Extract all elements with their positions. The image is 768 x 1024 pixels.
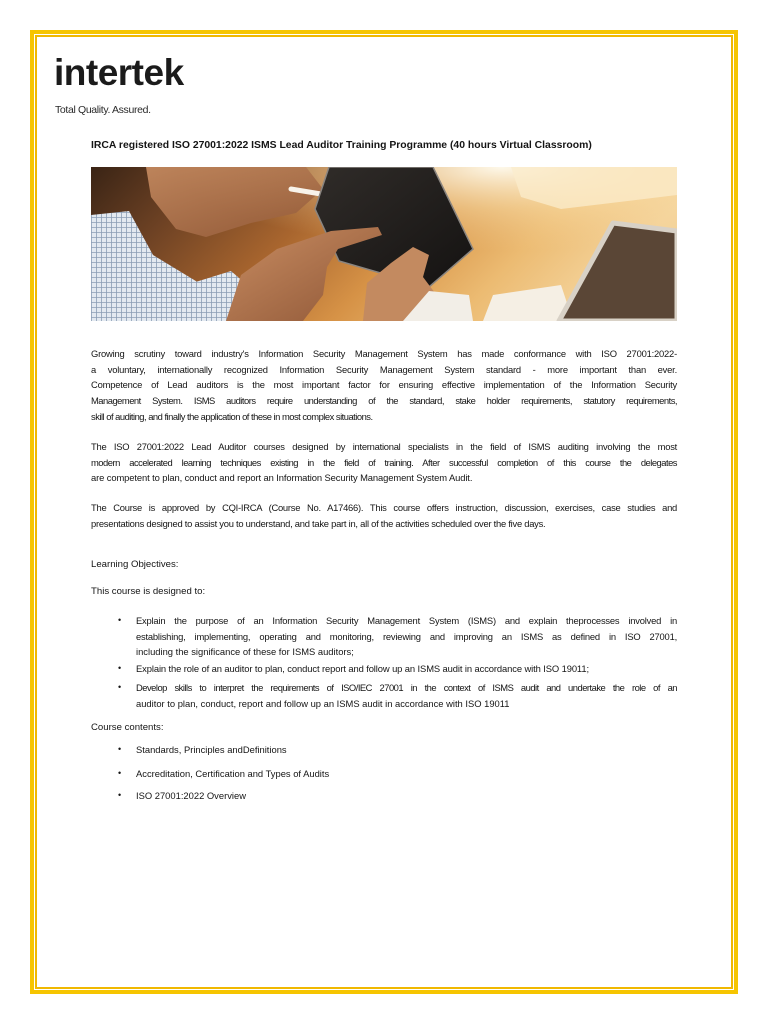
learning-objectives-heading: Learning Objectives: xyxy=(91,559,179,570)
paragraph-line: presentations designed to assist you to understand, and take part in, all of the activities scheduled over the five days. xyxy=(91,517,546,529)
bullet-marker: • xyxy=(118,744,122,754)
paragraph-line: Competence of Lead auditors is the most important factor for ensuring effective implementation of the Information Security xyxy=(91,379,677,391)
list-item-line: Accreditation, Certification and Types of Audits xyxy=(136,768,330,779)
list-item-line: Explain the purpose of an Information Security Management System (ISMS) and explain theprocesses involved in xyxy=(136,615,677,626)
brand-tagline: Total Quality. Assured. xyxy=(55,104,151,116)
objective-item xyxy=(118,680,677,711)
objective-item xyxy=(118,613,677,660)
course-designed-to-text: This course is designed to: xyxy=(91,586,206,597)
paragraph-line: a voluntary, internationally recognized Information Security Management System standard - more important than ever. xyxy=(91,363,677,375)
list-item-line: ISO 27001:2022 Overview xyxy=(136,790,246,801)
bullet-marker: • xyxy=(118,663,122,673)
course-content-item xyxy=(118,788,677,804)
course-content-item xyxy=(118,742,677,758)
list-item-line: including the significance of these for ISMS auditors; xyxy=(136,646,354,658)
paragraph-line: The ISO 27001:2022 Lead Auditor courses designed by international specialists in the field of ISMS auditing involving the most xyxy=(91,441,677,452)
bullet-marker: • xyxy=(118,768,122,778)
bullet-marker: • xyxy=(118,790,122,800)
bullet-marker: • xyxy=(118,682,122,692)
bullet-marker: • xyxy=(118,615,122,625)
paragraph-line: are competent to plan, conduct and report an Information Security Management System Audit. xyxy=(91,472,473,484)
intro-paragraph xyxy=(91,346,677,424)
intro-paragraph xyxy=(91,439,677,486)
list-item-line: Explain the role of an auditor to plan, conduct report and follow up an ISMS audit in accordance with ISO 19011; xyxy=(136,663,589,674)
course-contents-heading: Course contents: xyxy=(91,722,164,733)
document-title: IRCA registered ISO 27001:2022 ISMS Lead Auditor Training Programme (40 hours Virtual Classroom) xyxy=(91,140,592,151)
paragraph-line: The Course is approved by CQI-IRCA (Course No. A17466). This course offers instruction, discussion, exercises, case studies and xyxy=(91,502,677,513)
list-item-line: auditor to plan, conduct, report and follow up an ISMS audit in accordance with ISO 19011 xyxy=(136,697,510,709)
course-content-item xyxy=(118,766,677,782)
objective-item xyxy=(118,661,677,677)
paragraph-line: Management System. ISMS auditors require understanding of the standard, stake holder requirements, statutory requirements, xyxy=(91,395,677,407)
list-item-line: Develop skills to interpret the requirements of ISO/IEC 27001 in the context of ISMS audit and undertake the role of an xyxy=(136,682,677,693)
paragraph-line: modern accelerated learning techniques existing in the field of training. After successful completion of this course the delegates xyxy=(91,456,677,468)
intro-paragraph xyxy=(91,500,677,531)
paragraph-line: Growing scrutiny toward industry's Information Security Management System has made conformance with ISO 27001:2022- xyxy=(91,348,677,359)
hero-photo xyxy=(91,167,677,321)
paragraph-line: skill of auditing, and finally the application of these in most complex situations. xyxy=(91,410,373,422)
list-item-line: establishing, implementing, operating and monitoring, reviewing and improving an ISMS as defined in ISO 27001, xyxy=(136,630,677,642)
intertek-logo: intertek xyxy=(54,52,184,93)
list-item-line: Standards, Principles andDefinitions xyxy=(136,744,287,755)
